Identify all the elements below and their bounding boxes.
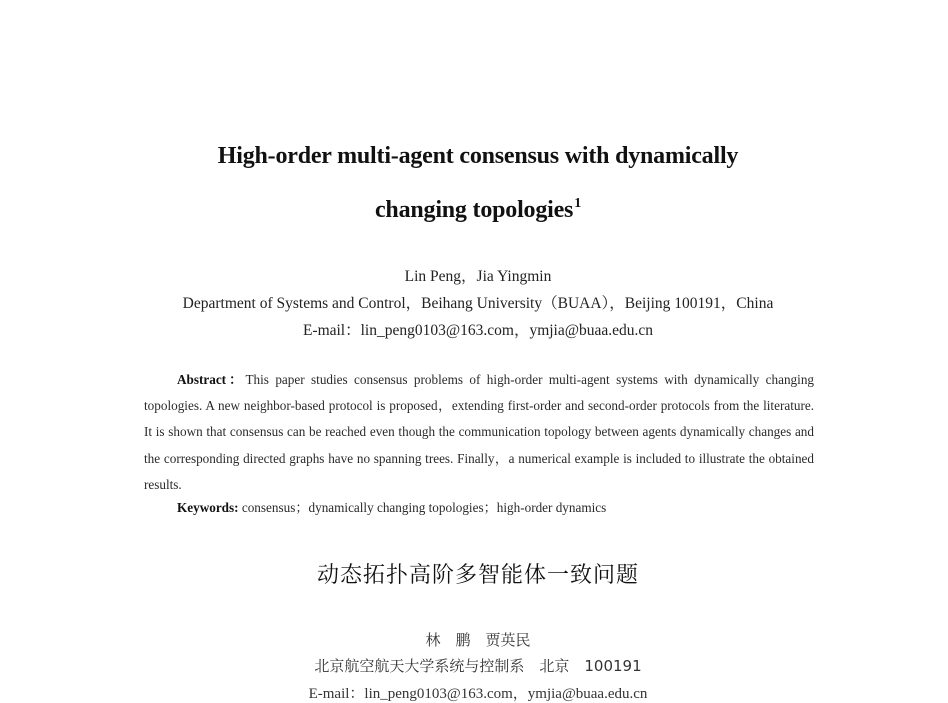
paper-title-line-2 [150,196,806,224]
affiliation: Department of Systems and Control，Beihang University（BUAA），Beijing 100191，China [182,295,774,312]
chinese-title: 动态拓扑高阶多智能体一致问题 [316,563,639,588]
title-footnote-mark: 1 [574,196,582,211]
keywords [177,497,606,516]
abstract [144,367,814,498]
title-line-2-text: changing topologies [374,197,574,223]
keywords-text: consensus；dynamically changing topologies；high-order dynamics [238,500,607,515]
chinese-email: E-mail：lin_peng0103@163.com，ymjia@buaa.edu.cn [308,686,648,702]
abstract-label: Abstract： [177,372,246,387]
chinese-authors: 林 鹏 贾英民 [425,631,531,649]
paper-title-line-1 [150,143,806,170]
title-line-1-text: High-order multi-agent consensus with dynamically [217,143,739,169]
chinese-affiliation: 北京航空航天大学系统与控制系 北京 100191 [314,657,642,675]
authors: Lin Peng，Jia Yingmin [404,268,552,285]
keywords-label: Keywords: [177,500,239,515]
email: E-mail：lin_peng0103@163.com，ymjia@buaa.edu.cn [302,322,654,339]
abstract-text: This paper studies consensus problems of high-order multi-agent systems with dynamically changing topologies. A new neighbor-based protocol is proposed，extending first-order and second-order protocols from the literature. It is shown that consensus can be reached even though the communication topology between agents dynamically changes and the corresponding directed graphs have no spanning trees. Finally，a numerical example is included to illustrate the obtained results. [144,372,815,492]
